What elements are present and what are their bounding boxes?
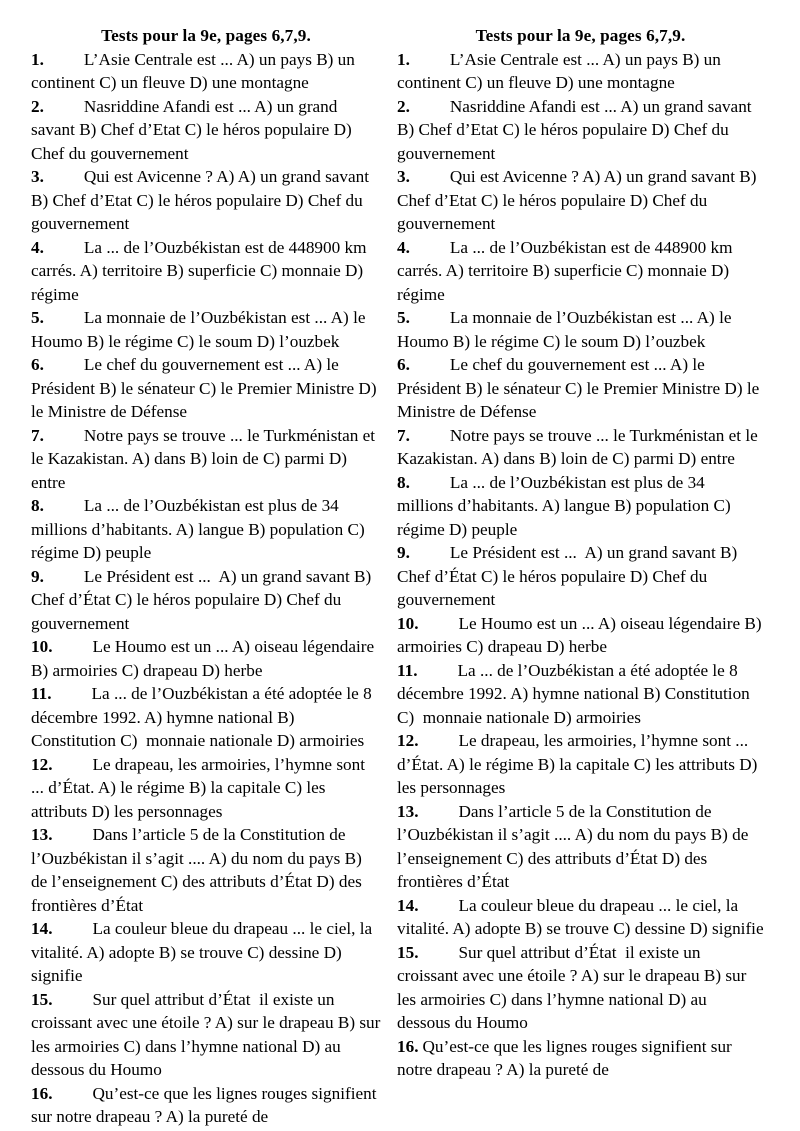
question-indent: [410, 48, 450, 72]
question-indent: [52, 753, 92, 777]
question-item: [31, 95, 381, 166]
question-indent: [52, 823, 92, 847]
question-text: Qui est Avicenne ? A) A) un grand savant B) Chef d’Etat C) le héros populaire D) Chef du gouvernement: [397, 167, 761, 233]
question-number: 1.: [31, 49, 44, 69]
question-text: Sur quel attribut d’État il existe un croissant avec une étoile ? A) sur le drapeau B) sur les armoiries C) dans l’hymne national D) au dessous du Houmo: [31, 989, 385, 1079]
question-text: Nasriddine Afandi est ... A) un grand savant B) Chef d’Etat C) le héros populaire D) Chef du gouvernement: [31, 96, 357, 163]
question-indent: [52, 917, 92, 941]
question-indent: [44, 353, 84, 377]
question-item: [397, 800, 764, 894]
question-item: [397, 729, 764, 800]
question-number: 1.: [397, 49, 410, 69]
question-number: 16.: [397, 1036, 419, 1056]
question-item: [31, 306, 381, 353]
question-indent: [410, 353, 450, 377]
question-indent: [44, 236, 84, 260]
question-indent: [44, 424, 84, 448]
question-text: La ... de l’Ouzbékistan a été adoptée le 8 décembre 1992. A) hymne national B) Constitution C) monnaie nationale D) armoiries: [397, 660, 755, 727]
question-indent: [410, 541, 450, 565]
question-item: [397, 1035, 764, 1082]
question-item: [397, 48, 764, 95]
question-indent: [410, 424, 450, 448]
question-text: La couleur bleue du drapeau ... le ciel, la vitalité. A) adopte B) se trouve C) dessine D) signifie: [397, 895, 764, 938]
question-indent: [418, 800, 458, 824]
question-number: 2.: [31, 96, 44, 116]
question-number: 7.: [397, 425, 410, 445]
question-number: 8.: [397, 472, 410, 492]
question-number: 14.: [397, 895, 419, 915]
question-text: La ... de l’Ouzbékistan est de 448900 km carrés. A) territoire B) superficie C) monnaie D) régime: [397, 237, 737, 304]
question-item: [31, 165, 381, 236]
question-text: Dans l’article 5 de la Constitution de l’Ouzbékistan il s’agit .... A) du nom du pays B) de l’enseignement C) des attributs d’État D) des frontières d’État: [31, 825, 367, 915]
question-text: Notre pays se trouve ... le Turkménistan et le Kazakistan. A) dans B) loin de C) parmi D) entre: [397, 425, 763, 468]
question-text: Le chef du gouvernement est ... A) le Président B) le sénateur C) le Premier Ministre D) le Ministre de Défense: [397, 355, 764, 421]
question-text: Le drapeau, les armoiries, l’hymne sont ... d’État. A) le régime B) la capitale C) les attributs D) les personnages: [31, 754, 370, 821]
question-item: [31, 353, 381, 424]
question-item: [397, 424, 764, 471]
question-number: 5.: [397, 308, 410, 327]
question-number: 15.: [397, 942, 419, 962]
question-indent: [410, 236, 450, 260]
question-text: Qui est Avicenne ? A) A) un grand savant B) Chef d’Etat C) le héros populaire D) Chef du gouvernement: [31, 167, 374, 233]
question-number: 12.: [31, 754, 53, 774]
left-column: [0, 24, 383, 1129]
question-text: Le Président est ... A) un grand savant B) Chef d’État C) le héros populaire D) Chef du gouvernement: [31, 566, 376, 633]
question-number: 13.: [397, 801, 419, 821]
question-item: [397, 95, 764, 166]
question-item: [31, 494, 381, 565]
question-indent: [44, 165, 84, 189]
question-item: [397, 236, 764, 307]
question-indent: [410, 306, 450, 330]
question-indent: [410, 95, 450, 119]
question-number: 5.: [31, 308, 44, 327]
question-text: La monnaie de l’Ouzbékistan est ... A) le Houmo B) le régime C) le soum D) l’ouzbek: [397, 308, 736, 351]
question-indent: [52, 1082, 92, 1106]
question-text: L’Asie Centrale est ... A) un pays B) un continent C) un fleuve D) une montagne: [397, 49, 726, 92]
question-text: La ... de l’Ouzbékistan est plus de 34 millions d’habitants. A) langue B) population C) régime D) peuple: [397, 472, 735, 539]
question-indent: [44, 306, 84, 330]
question-number: 6.: [397, 355, 410, 374]
question-text: Qu’est-ce que les lignes rouges signifient sur notre drapeau ? A) la pureté de: [31, 1083, 381, 1126]
question-number: 9.: [31, 566, 44, 586]
question-text: La ... de l’Ouzbékistan a été adoptée le 8 décembre 1992. A) hymne national B) Constitution C) monnaie nationale D) armoiries: [31, 684, 376, 750]
question-text: Qu’est-ce que les lignes rouges signifient sur notre drapeau ? A) la pureté de: [397, 1036, 737, 1079]
question-item: [31, 635, 381, 682]
question-number: 6.: [31, 355, 44, 374]
question-number: 11.: [31, 684, 52, 703]
question-indent: [52, 635, 92, 659]
question-item: [31, 988, 385, 1082]
page-title-right: Tests pour la 9e, pages 6,7,9.: [475, 26, 686, 45]
question-number: 4.: [31, 237, 44, 257]
question-text: La monnaie de l’Ouzbékistan est ... A) le Houmo B) le régime C) le soum D) l’ouzbek: [31, 308, 370, 351]
question-number: 16.: [31, 1083, 53, 1103]
question-item: [31, 1082, 381, 1129]
question-item: [31, 682, 381, 753]
question-item: [397, 306, 764, 353]
question-item: [397, 894, 764, 941]
question-indent: [44, 565, 84, 589]
question-item: [31, 236, 381, 307]
question-item: [31, 565, 381, 636]
question-indent: [410, 165, 450, 189]
page-title-left: Tests pour la 9e, pages 6,7,9.: [101, 26, 311, 45]
question-text: Dans l’article 5 de la Constitution de l’Ouzbékistan il s’agit .... A) du nom du pays B) de l’enseignement C) des attributs d’État D) des frontières d’État: [397, 801, 753, 891]
question-item: [397, 659, 764, 730]
question-text: Notre pays se trouve ... le Turkménistan et le Kazakistan. A) dans B) loin de C) parmi D) entre: [31, 425, 380, 492]
question-item: [31, 48, 381, 95]
question-item: [397, 941, 764, 1035]
question-indent: [410, 471, 450, 495]
question-text: Le chef du gouvernement est ... A) le Président B) le sénateur C) le Premier Ministre D) le Ministre de Défense: [31, 355, 381, 421]
question-number: 15.: [31, 989, 53, 1009]
question-item: [31, 753, 381, 824]
question-number: 4.: [397, 237, 410, 257]
question-text: Sur quel attribut d’État il existe un croissant avec une étoile ? A) sur le drapeau B) sur les armoiries C) dans l’hymne national D) au dessous du Houmo: [397, 942, 751, 1032]
question-number: 7.: [31, 425, 44, 445]
question-number: 10.: [31, 637, 53, 656]
question-indent: [44, 494, 84, 518]
question-text: L’Asie Centrale est ... A) un pays B) un continent C) un fleuve D) une montagne: [31, 49, 360, 92]
question-number: 12.: [397, 731, 419, 750]
question-indent: [52, 682, 92, 706]
question-indent: [418, 729, 458, 753]
question-text: Nasriddine Afandi est ... A) un grand savant B) Chef d’Etat C) le héros populaire D) Chef du gouvernement: [397, 96, 756, 163]
question-indent: [44, 48, 84, 72]
question-text: Le Houmo est un ... A) oiseau légendaire B) armoiries C) drapeau D) herbe: [397, 613, 766, 656]
question-indent: [418, 659, 458, 683]
question-text: Le Président est ... A) un grand savant B) Chef d’État C) le héros populaire D) Chef du gouvernement: [397, 543, 742, 609]
question-indent: [44, 95, 84, 119]
question-number: 10.: [397, 613, 419, 633]
right-column: [383, 24, 766, 1082]
question-text: La ... de l’Ouzbékistan est plus de 34 millions d’habitants. A) langue B) population C) régime D) peuple: [31, 496, 369, 562]
question-number: 2.: [397, 96, 410, 116]
question-number: 14.: [31, 919, 53, 938]
question-item: [397, 471, 764, 542]
question-number: 9.: [397, 543, 410, 562]
question-item: [31, 823, 381, 917]
question-text: La couleur bleue du drapeau ... le ciel, la vitalité. A) adopte B) se trouve C) dessine D) signifie: [31, 919, 377, 985]
question-indent: [418, 894, 458, 918]
question-list-right: [397, 48, 764, 1082]
question-number: 3.: [31, 167, 44, 186]
question-text: Le drapeau, les armoiries, l’hymne sont ... d’État. A) le régime B) la capitale C) les attributs D) les personnages: [397, 731, 762, 797]
question-number: 13.: [31, 825, 53, 844]
question-item: [31, 917, 381, 988]
question-indent: [418, 612, 458, 636]
question-list-left: [31, 48, 385, 1129]
question-number: 8.: [31, 496, 44, 515]
question-item: [397, 353, 764, 424]
question-indent: [418, 941, 458, 965]
question-item: [397, 612, 764, 659]
question-item: [397, 165, 764, 236]
question-item: [31, 424, 381, 495]
question-number: 11.: [397, 660, 418, 680]
question-item: [397, 541, 764, 612]
question-number: 3.: [397, 167, 410, 186]
question-text: Le Houmo est un ... A) oiseau légendaire B) armoiries C) drapeau D) herbe: [31, 637, 379, 680]
question-text: La ... de l’Ouzbékistan est de 448900 km carrés. A) territoire B) superficie C) monnaie D) régime: [31, 237, 371, 304]
question-indent: [52, 988, 92, 1012]
